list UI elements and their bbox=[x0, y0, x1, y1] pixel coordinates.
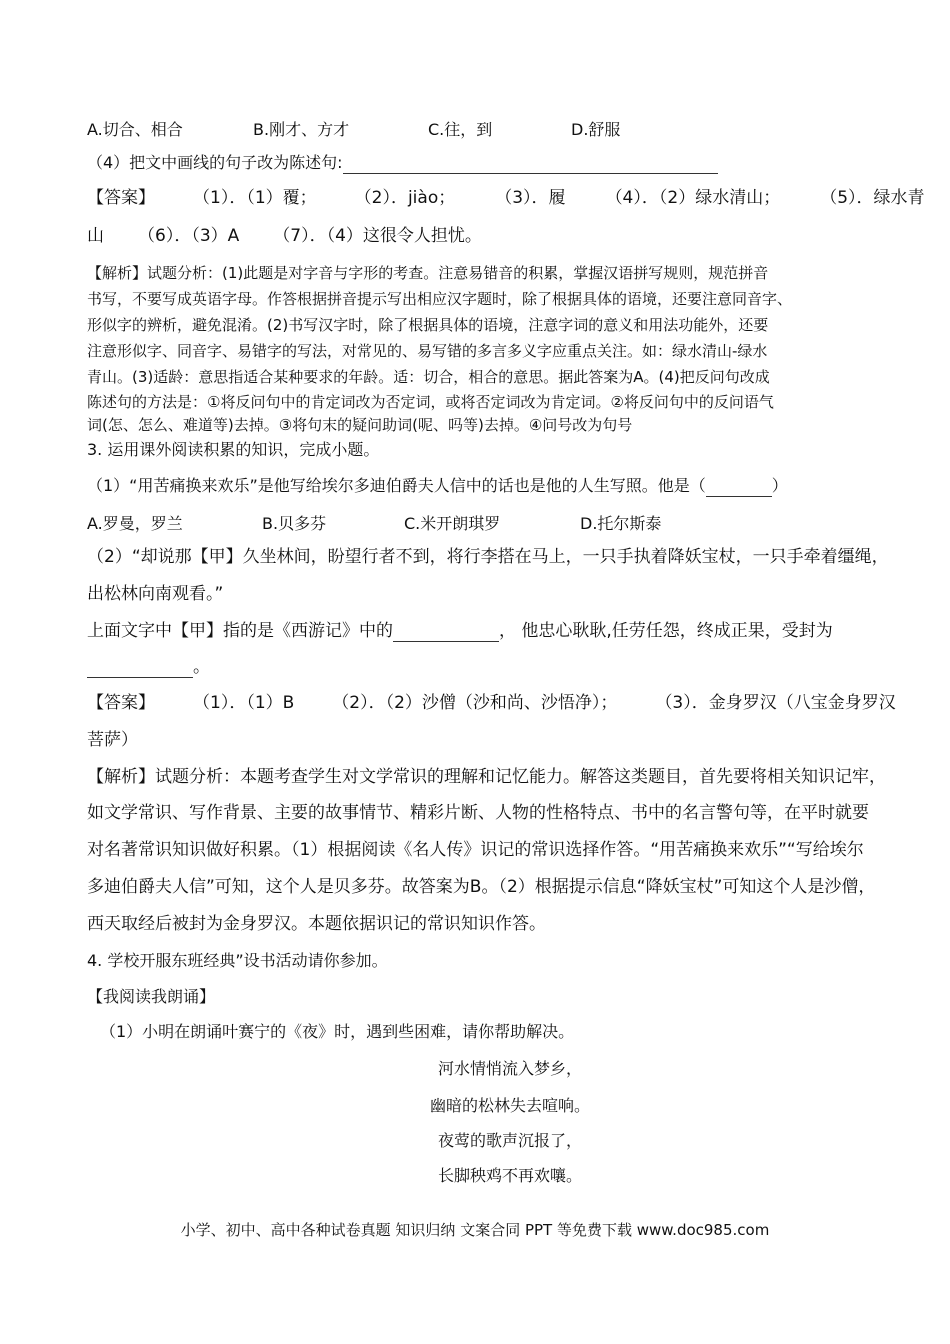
answer-item: （3）．金身罗汉（八宝金身罗汉 bbox=[655, 693, 896, 713]
q2-option-c: C.往，到 bbox=[428, 120, 493, 139]
q3-sub2-line4 bbox=[87, 656, 210, 678]
q3-answer-line1 bbox=[87, 692, 896, 714]
answer-item: （2）．（2）沙僧（沙和尚、沙悟净）； bbox=[332, 693, 618, 713]
q3-option-d: D.托尔斯泰 bbox=[580, 514, 662, 533]
poem-line: 夜莺的歌声沉报了， bbox=[437, 1131, 582, 1150]
answer-item: （2）．jiào； bbox=[354, 188, 456, 208]
q2-sub4-blank[interactable] bbox=[343, 157, 718, 174]
q4-title: 4. 学校开服东班经典”设书活动请你参加。 bbox=[87, 951, 388, 970]
q2-option-d: D.舒服 bbox=[571, 120, 621, 139]
q3-sub2-end: 。 bbox=[193, 657, 210, 677]
q3-sub2-text-b: ， 他忠心耿耿,任劳任怨，终成正果，受封为 bbox=[499, 621, 833, 641]
q3-sub2-line3 bbox=[87, 620, 833, 642]
q3-sub2-text-a: 上面文字中【甲】指的是《西游记》中的 bbox=[87, 621, 393, 641]
q3-option-b: B.贝多芬 bbox=[262, 514, 327, 533]
q3-sub2-blank-1[interactable] bbox=[393, 625, 499, 642]
answer-item: （6）．（3）A bbox=[138, 226, 240, 246]
q2-analysis-line: 词(怎、怎么、难道等)去掉。③将句末的疑问助词(呢、吗等)去掉。④问号改为句号 bbox=[87, 416, 633, 434]
q2-analysis-line: 注意形似字、同音字、易错字的写法，对常见的、易写错的多言多义字应重点关注。如：绿水清山-绿水 bbox=[87, 342, 768, 360]
answer-item: （4）．（2）绿水清山； bbox=[605, 188, 781, 208]
q2-analysis-line: 形似字的辨析，避免混淆。(2)书写汉字时，除了根据具体的语境，注意字词的意义和用法功能外，还要 bbox=[87, 316, 769, 334]
q4-section-title: 【我阅读我朗诵】 bbox=[87, 987, 216, 1006]
q2-answer-line1 bbox=[87, 187, 925, 209]
answer-label: 【答案】 bbox=[87, 693, 155, 713]
q2-analysis-line: 青山。(3)适龄：意思指适合某种要求的年龄。适：切合，相合的意思。据此答案为A。(4)把反问句改成 bbox=[87, 368, 770, 386]
answer-item: （7）．（4）这很令人担忧。 bbox=[273, 226, 482, 246]
q3-sub1-text: （1）“用苦痛换来欢乐”是他写给埃尔多迪伯爵夫人信中的话也是他的人生写照。他是（ bbox=[87, 476, 706, 495]
q2-sub4 bbox=[87, 152, 718, 174]
q3-analysis-line: 如文学常识、写作背景、主要的故事情节、精彩片断、人物的性格特点、书中的名言警句等，在平时就要 bbox=[87, 803, 869, 823]
page-footer: 小学、初中、高中各种试卷真题 知识归纳 文案合同 PPT 等免费下载 www.doc985.com bbox=[180, 1221, 770, 1239]
q3-title: 3. 运用课外阅读积累的知识，完成小题。 bbox=[87, 440, 380, 459]
q3-sub2-line1: （2）“却说那【甲】久坐林间，盼望行者不到，将行李搭在马上，一只手执着降妖宝杖，一只手牵着缰绳， bbox=[87, 547, 889, 567]
q2-analysis-line: 书写，不要写成英语字母。作答根据拼音提示写出相应汉字题时，除了根据具体的语境，还要注意同音字、 bbox=[87, 290, 793, 308]
q3-option-a: A.罗曼，罗兰 bbox=[87, 514, 183, 533]
q3-option-c: C.米开朗琪罗 bbox=[404, 514, 501, 533]
poem-line: 长脚秧鸡不再欢嚷。 bbox=[437, 1166, 582, 1185]
answer-item: （1）．（1）B bbox=[193, 693, 295, 713]
q2-analysis-line: 陈述句的方法是：①将反问句中的肯定词改为否定词，或将否定词改为肯定词。②将反问句中的反问语气 bbox=[87, 393, 774, 411]
q4-sub1: （1）小明在朗诵叶赛宁的《夜》时，遇到些困难，请你帮助解决。 bbox=[100, 1022, 575, 1041]
q3-analysis-line: 西天取经后被封为金身罗汉。本题依据识记的常识知识作答。 bbox=[87, 914, 546, 934]
poem-line: 幽暗的松林失去喧响。 bbox=[429, 1096, 590, 1115]
q3-sub2-blank-2[interactable] bbox=[87, 661, 193, 678]
q3-sub2-line2: 出松林向南观看。” bbox=[87, 584, 224, 604]
answer-item: （1）．（1）覆； bbox=[193, 188, 317, 208]
q3-analysis-line: 对名著常识知识做好积累。（1）根据阅读《名人传》识记的常识选择作答。“用苦痛换来欢乐”“写给埃尔 bbox=[87, 840, 864, 860]
q2-answer-line2 bbox=[87, 225, 482, 247]
q3-sub1-blank[interactable] bbox=[706, 480, 772, 497]
q3-sub1-close: ） bbox=[771, 476, 788, 495]
answer-item: （3）．履 bbox=[495, 188, 566, 208]
poem-line: 河水情悄流入梦乡， bbox=[437, 1059, 582, 1078]
answer-item: （5）．绿水青 bbox=[820, 188, 925, 208]
answer-item: 山 bbox=[87, 226, 104, 246]
q3-analysis-line: 多迪伯爵夫人信”可知，这个人是贝多芬。故答案为B。（2）根据提示信息“降妖宝杖”可知这个人是沙僧， bbox=[87, 877, 876, 897]
q3-sub1 bbox=[87, 475, 788, 497]
q2-option-b: B.刚才、方才 bbox=[253, 120, 350, 139]
q2-option-a: A.切合、相合 bbox=[87, 120, 183, 139]
q2-sub4-prompt: （4）把文中画线的句子改为陈述句: bbox=[87, 153, 343, 172]
q3-analysis-line: 【解析】试题分析：本题考查学生对文学常识的理解和记忆能力。解答这类题目，首先要将相关知识记牢， bbox=[87, 767, 886, 787]
answer-label: 【答案】 bbox=[87, 188, 155, 208]
q2-analysis-line: 【解析】试题分析：(1)此题是对字音与字形的考查。注意易错音的积累，掌握汉语拼写规则，规范拼音 bbox=[87, 264, 769, 282]
q3-answer-line2: 菩萨） bbox=[87, 730, 138, 750]
